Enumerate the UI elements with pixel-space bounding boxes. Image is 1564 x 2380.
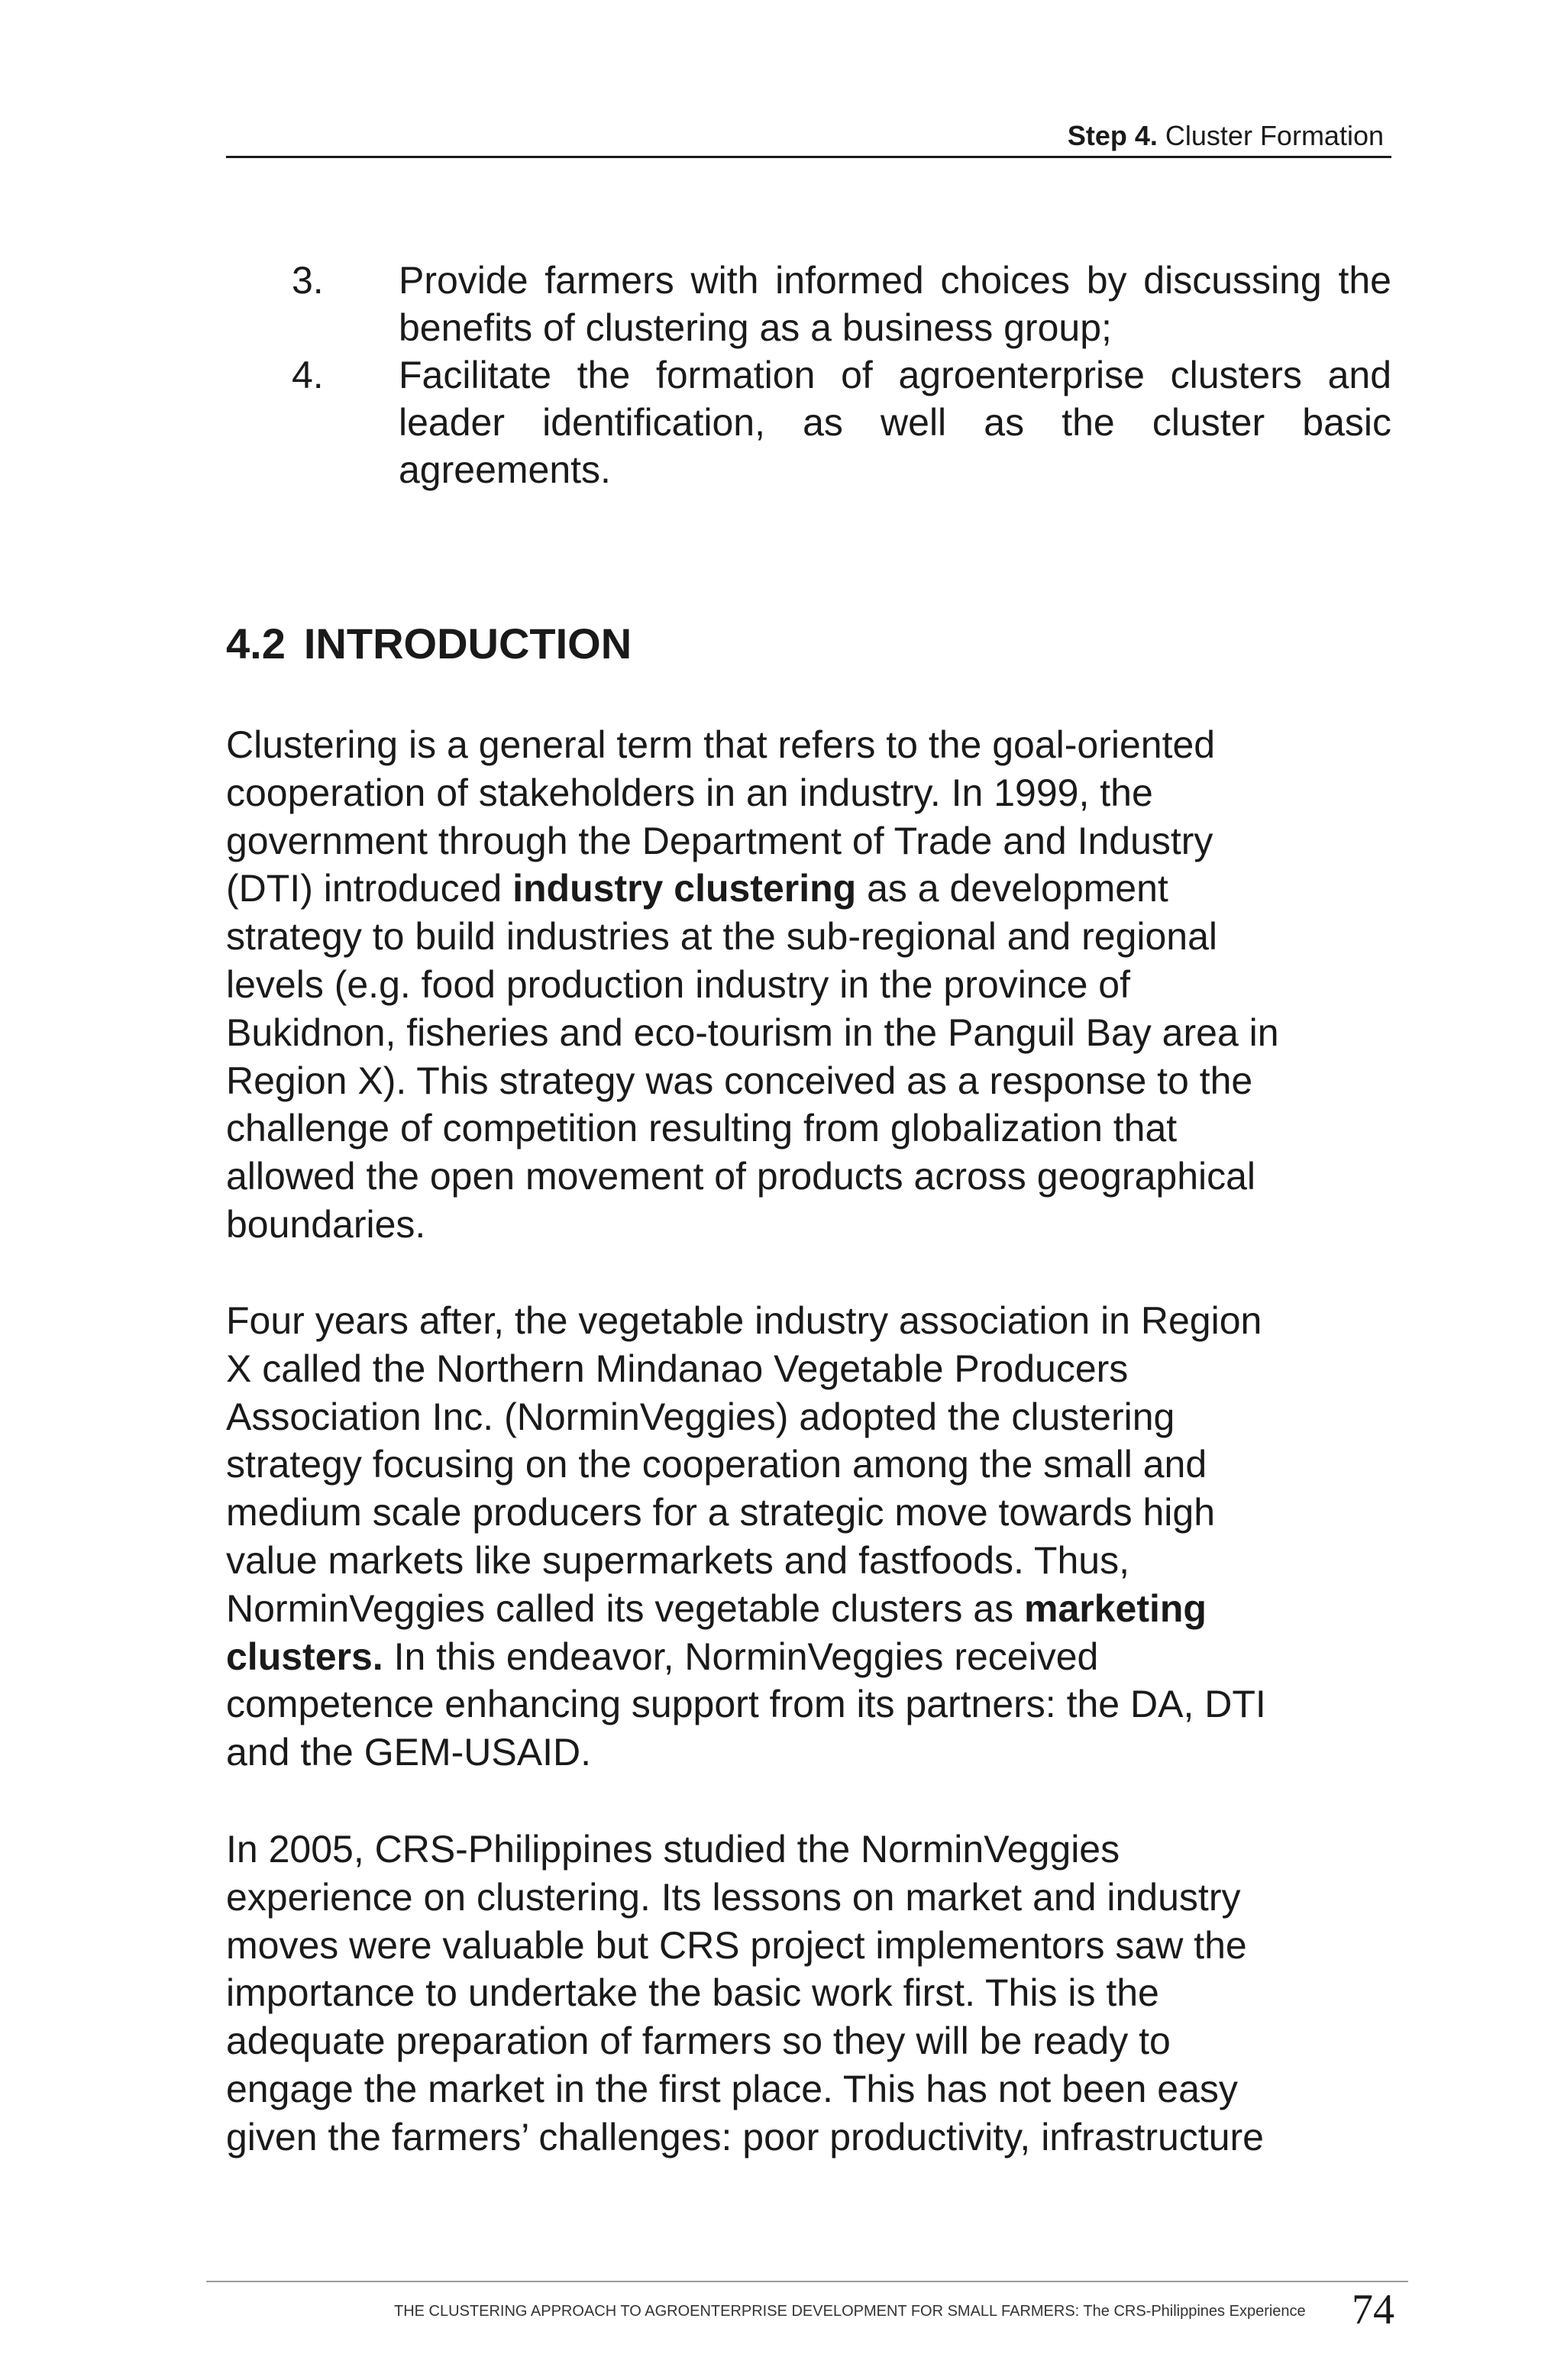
text-line: strategy to build industries at the sub-regional and regional [226,915,1218,959]
text-line: importance to undertake the basic work first. This is the [226,1971,1159,2015]
text-line: Bukidnon, fisheries and eco-tourism in the Panguil Bay area in [226,1011,1279,1054]
text-line: engage the market in the first place. This has not been easy [226,2067,1238,2110]
text-line: and the GEM-USAID. [226,1731,591,1774]
text-line: moves were valuable but CRS project implementors saw the [226,1923,1247,1967]
objectives-list [226,257,1394,493]
text-line: X called the Northern Mindanao Vegetable Producers [226,1347,1129,1390]
text-line: Clustering is a general term that refers to the goal-oriented [226,723,1216,766]
text-line: boundaries. [226,1202,426,1246]
text-line: Region X). This strategy was conceived as a response to the [226,1059,1253,1102]
text-line: given the farmers’ challenges: poor productivity, infrastructure [226,2115,1264,2158]
text-line [226,865,1402,913]
list-item [226,257,1394,351]
text-line: challenge of competition resulting from globalization that [226,1107,1178,1150]
text-line: government through the Department of Trade and Industry [226,819,1213,862]
list-item [226,351,1394,493]
text-run: (DTI) introduced [226,867,513,910]
bold-term-marketing: marketing [1023,1586,1207,1630]
section-heading [226,617,632,671]
text-line: experience on clustering. Its lessons on market and industry [226,1875,1241,1919]
text-line [226,1633,1402,1681]
list-number: 4. [292,354,324,396]
section-number: 4.2 [226,619,286,668]
text-line: Four years after, the vegetable industry association in Region [226,1299,1262,1342]
section-title: INTRODUCTION [303,619,632,668]
paragraph-introduction [226,721,1402,1249]
text-line [226,1585,1402,1633]
text-line: adequate preparation of farmers so they will be ready to [226,2019,1171,2063]
text-line: strategy focusing on the cooperation among the small and [226,1443,1207,1486]
bold-term-clusters: clusters. [226,1635,383,1678]
text-run: NorminVeggies called its vegetable clusters as [226,1586,1024,1630]
text-run: In this endeavor, NorminVeggies received [383,1635,1099,1678]
footer-book-title: THE CLUSTERING APPROACH TO AGROENTERPRISE DEVELOPMENT FOR SMALL FARMERS: The CRS-Philippines Experience [394,2303,1306,2320]
bold-term-industry-clustering: industry clustering [512,867,857,910]
text-line: competence enhancing support from its partners: the DA, DTI [226,1683,1266,1726]
text-line: Association Inc. (NorminVeggies) adopted the clustering [226,1395,1175,1438]
text-line: cooperation of stakeholders in an industry. In 1999, the [226,771,1153,814]
page-number: 74 [1352,2286,1394,2333]
paragraph-crs-philippines [226,1825,1402,2162]
running-header [226,116,1391,158]
text-line: value markets like supermarkets and fastfoods. Thus, [226,1538,1129,1582]
header-step: Step 4. [1067,120,1158,151]
footer-divider [206,2281,1408,2282]
text-run: as a development [856,867,1168,910]
text-line: medium scale producers for a strategic move towards high [226,1491,1216,1534]
paragraph-norminveggies [226,1297,1402,1777]
header-section: Cluster Formation [1157,120,1384,151]
list-number: 3. [292,259,324,302]
text-line: allowed the open movement of products across geographical [226,1155,1256,1198]
header-text [1068,121,1384,151]
text-line: In 2005, CRS-Philippines studied the NorminVeggies [226,1828,1120,1871]
list-text: Facilitate the formation of agroenterprise clusters and leader identification, as well as the cluster basic agreements. [399,354,1391,491]
text-line: levels (e.g. food production industry in the province of [226,962,1131,1006]
list-text: Provide farmers with informed choices by discussing the benefits of clustering as a business group; [399,259,1391,349]
